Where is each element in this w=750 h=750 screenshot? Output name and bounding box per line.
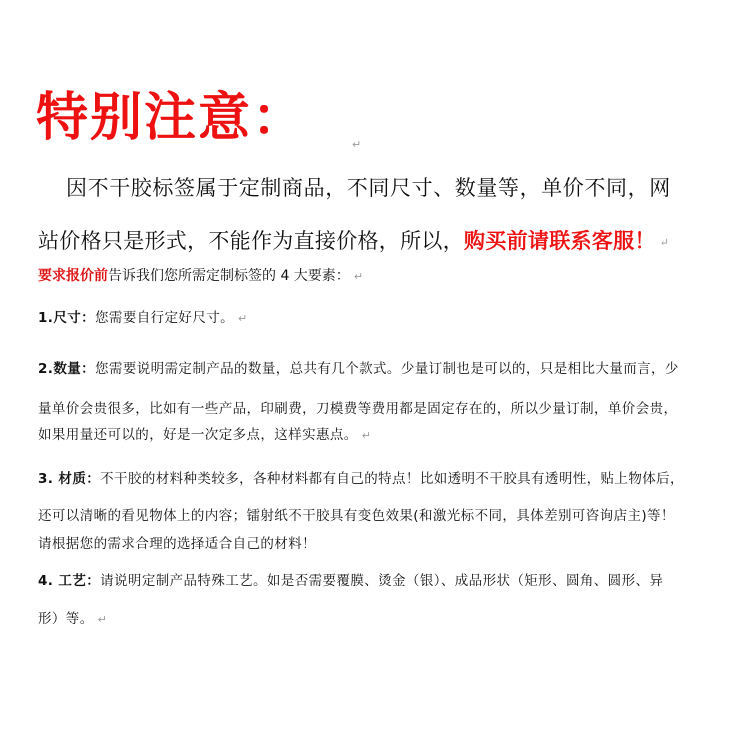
process-text-1: 请说明定制产品特殊工艺。如是否需要覆膜、烫金（银）、成品形状（矩形、圆角、圆形、异 (100, 573, 664, 589)
paragraph-mark-icon: ↵ (238, 311, 248, 325)
request-line (38, 269, 363, 283)
quantity-item-line-1 (38, 363, 679, 377)
quantity-item-line-3 (38, 429, 371, 443)
material-text-2: 还可以清晰的看见物体上的内容；镭射纸不干胶具有变色效果(和激光标不同，具体差别可咨询店主)等！ (38, 508, 675, 524)
paragraph-mark-icon: ↵ (97, 612, 108, 626)
material-label: 3. 材质： (38, 471, 101, 487)
intro-text-1: 因不干胶标签属于定制商品，不同尺寸、数量等，单价不同，网 (66, 176, 671, 200)
quantity-item-line-2 (38, 403, 677, 417)
size-item (38, 312, 248, 326)
quantity-text-2: 量单价会贵很多，比如有一些产品，印刷费，刀模费等费用都是固定存在的，所以少量订制，单价会贵， (38, 401, 678, 417)
request-emphasis: 要求报价前 (38, 268, 108, 284)
material-item-line-2 (38, 510, 675, 524)
intro-line-2 (38, 230, 669, 252)
process-item-line-2 (38, 613, 107, 627)
material-text-1: 不干胶的材料种类较多，各种材料都有自己的特点！比如透明不干胶具有透明性，贴上物体后， (100, 471, 684, 487)
notice-title: 特别注意： (36, 87, 307, 148)
paragraph-mark-icon: ↵ (352, 138, 362, 151)
material-item-line-3 (38, 538, 316, 552)
size-text: 您需要自行定好尺寸。 (95, 310, 235, 326)
size-label: 1.尺寸： (38, 310, 96, 326)
material-item-line-1 (38, 473, 684, 487)
quantity-text-3: 如果用量还可以的，好是一次定多点，这样实惠点。 (38, 427, 358, 443)
intro-text-2: 站价格只是形式，不能作为直接价格，所以， (38, 229, 464, 253)
contact-service-text: 购买前请联系客服！ (464, 228, 656, 253)
paragraph-mark-icon: ↵ (353, 269, 364, 283)
process-label: 4. 工艺： (38, 573, 101, 589)
quantity-label: 2.数量： (38, 361, 96, 377)
paragraph-mark-icon: ↵ (361, 428, 372, 442)
quantity-text-1: 您需要说明需定制产品的数量，总共有几个款式。少量订制也是可以的，只是相比大量而言，少 (95, 361, 679, 377)
material-text-3: 请根据您的需求合理的选择适合自己的材料！ (38, 536, 316, 552)
process-text-2: 形）等。 (38, 611, 94, 627)
paragraph-mark-icon: ↵ (659, 236, 670, 249)
process-item-line-1 (38, 575, 663, 589)
request-text: 告诉我们您所需定制标签的 4 大要素： (108, 268, 350, 284)
intro-line-1 (66, 178, 671, 199)
